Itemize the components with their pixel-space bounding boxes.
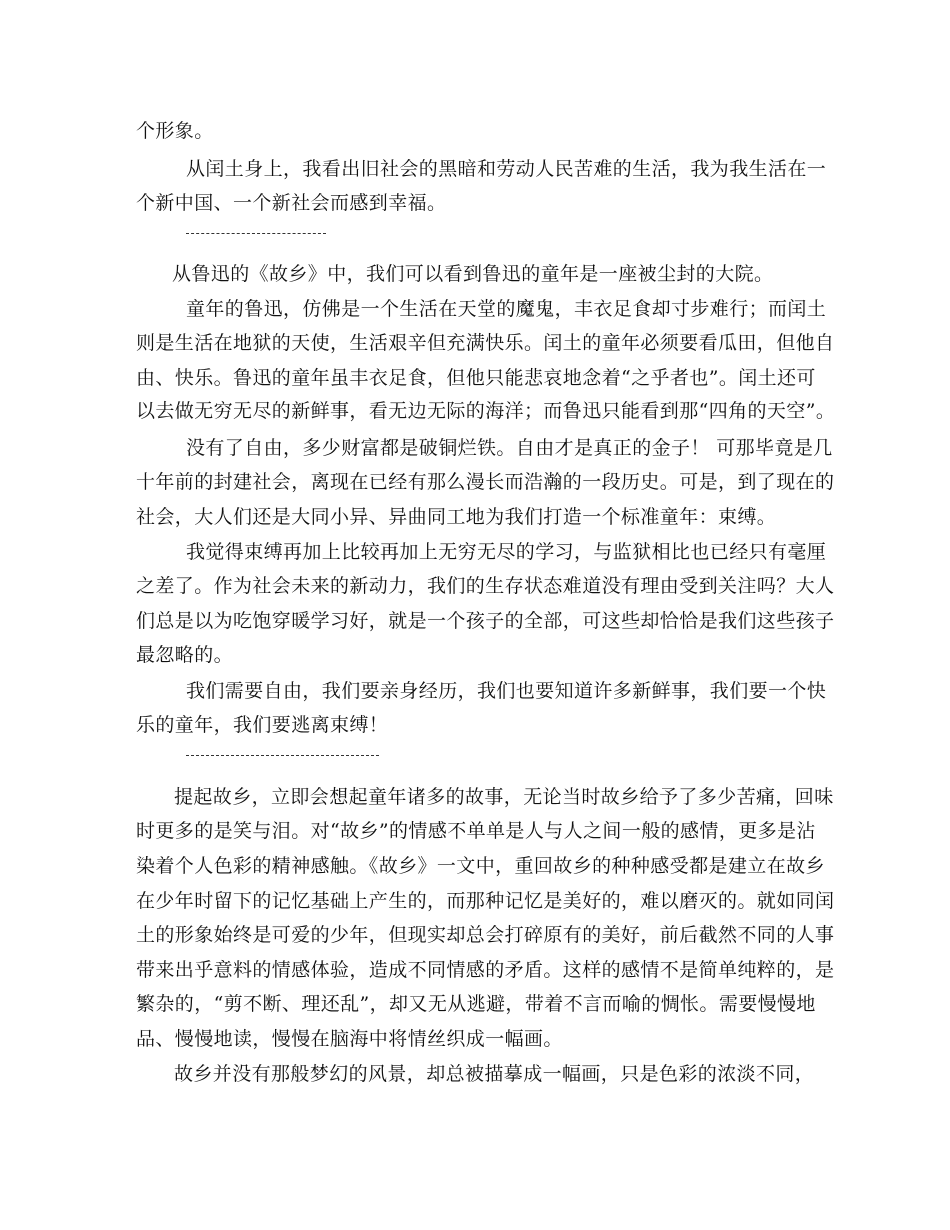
- section-divider: [186, 233, 326, 234]
- text-line: 染着个人色彩的精神感触。《故乡》一文中，重回故乡的种种感受都是建立在故乡: [136, 855, 825, 877]
- text-line: 则是生活在地狱的天使，生活艰辛但充满快乐。闰土的童年必须要看瓜田，但他自: [136, 332, 835, 354]
- text-line: 之差了。作为社会未来的新动力，我们的生存状态难道没有理由受到关注吗？大人: [136, 575, 835, 597]
- text-line: 品、慢慢地读，慢慢在脑海中将情丝织成一幅画。: [136, 1028, 563, 1050]
- paragraph-first-line: 没有了自由，多少财富都是破铜烂铁。自由才是真正的金子！ 可那毕竟是几: [186, 437, 833, 459]
- paragraph-first-line: 故乡并没有那般梦幻的风景，却总被描摹成一幅画，只是色彩的浓淡不同，: [174, 1063, 815, 1085]
- text-line: 们总是以为吃饱穿暖学习好，就是一个孩子的全部，可这些却恰恰是我们这些孩子: [136, 610, 835, 632]
- paragraph-first-line: 童年的鲁迅，仿佛是一个生活在天堂的魔鬼，丰衣足食却寸步难行；而闰土: [186, 298, 827, 320]
- paragraph-first-line: 我们需要自由，我们要亲身经历，我们也要知道许多新鲜事，我们要一个快: [186, 680, 827, 702]
- text-line: 时更多的是笑与泪。对“故乡”的情感不单单是人与人之间一般的感情，更多是沾: [136, 820, 816, 842]
- text-line: 土的形象始终是可爱的少年，但现实却总会打碎原有的美好，前后截然不同的人事: [136, 924, 835, 946]
- paragraph-first-line: 我觉得束缚再加上比较再加上无穷无尽的学习，与监狱相比也已经只有毫厘: [186, 541, 827, 563]
- text-line: 以去做无穷无尽的新鲜事，看无边无际的海洋；而鲁迅只能看到那“四角的天空”。: [136, 400, 836, 422]
- paragraph-first-line: 提起故乡，立即会想起童年诸多的故事，无论当时故乡给予了多少苦痛，回味: [174, 786, 834, 808]
- text-line: 由、快乐。鲁迅的童年虽丰衣足食，但他只能悲哀地念着“之乎者也”。闰土还可: [136, 367, 816, 389]
- section-divider: [186, 755, 379, 756]
- text-line: 个形象。: [136, 120, 214, 142]
- text-line: 个新中国、一个新社会而感到幸福。: [136, 192, 447, 214]
- text-line: 乐的童年，我们要逃离束缚！: [136, 714, 389, 736]
- text-line: 带来出乎意料的情感体验，造成不同情感的矛盾。这样的感情不是简单纯粹的，是: [136, 959, 835, 981]
- text-line: 繁杂的，“剪不断、理还乱”，却又无从逃避，带着不言而喻的惆怅。需要慢慢地: [136, 993, 816, 1015]
- text-line: 十年前的封建社会，离现在已经有那么漫长而浩瀚的一段历史。可是，到了现在的: [136, 471, 835, 493]
- text-line: 最忽略的。: [136, 644, 234, 666]
- paragraph-first-line: 从鲁迅的《故乡》中，我们可以看到鲁迅的童年是一座被尘封的大院。: [172, 263, 774, 285]
- paragraph-first-line: 从闰土身上，我看出旧社会的黑暗和劳动人民苦难的生活，我为我生活在一: [186, 158, 827, 180]
- text-line: 在少年时留下的记忆基础上产生的，而那种记忆是美好的，难以磨灭的。就如同闰: [136, 890, 835, 912]
- text-line: 社会，大人们还是大同小异、异曲同工地为我们打造一个标准童年：束缚。: [136, 506, 777, 528]
